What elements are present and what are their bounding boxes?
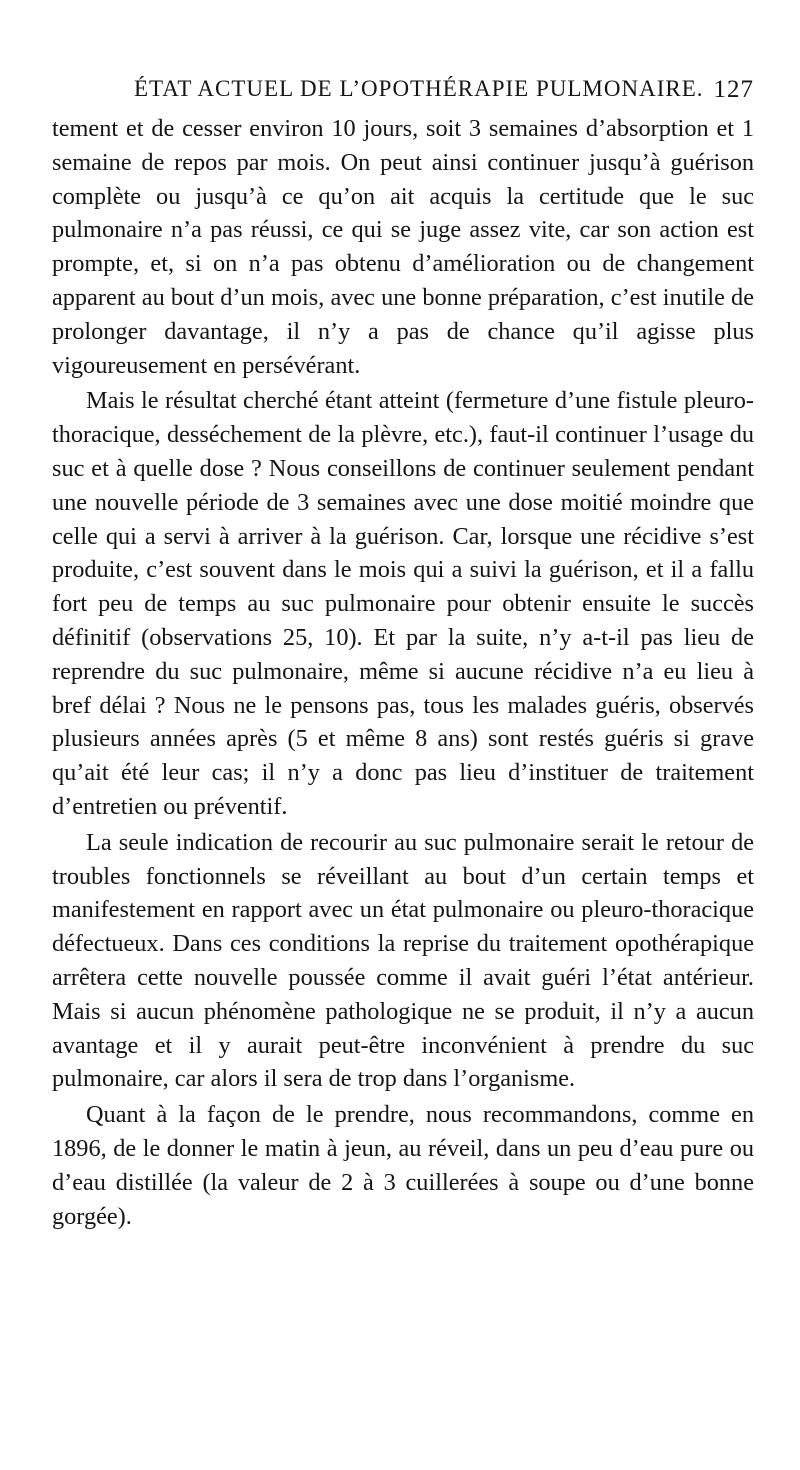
running-header	[52, 72, 754, 112]
paragraph-continuation: tement et de cesser environ 10 jours, soit 3 semaines d’absorption et 1 semaine de repos par mois. On peut ainsi continuer jusqu’à guérison complète ou jusqu’à ce qu’on ait acquis la certitude que le suc pulmonaire n’a pas réussi, ce qui se juge assez vite, car son action est prompte, et, si on n’a pas obtenu d’amélioration ou de changement apparent au bout d’un mois, avec une bonne préparation, c’est inutile de prolonger davantage, il n’y a pas de chance qu’il agisse plus vigoureusement en persévérant.	[52, 115, 754, 379]
running-title: ÉTAT ACTUEL DE L’OPOTHÉRAPIE PULMONAIRE.	[134, 76, 704, 101]
paragraph-result: Mais le résultat cherché étant atteint (fermeture d’une fistule pleuro-thoracique, desséchement de la plèvre, etc.), faut-il continuer l’usage du suc et à quelle dose ? Nous conseillons de continuer seulement pendant une nouvelle période de 3 semaines avec une dose moitié moindre que celle qui a servi à arriver à la guérison. Car, lorsque une récidive s’est produite, c’est souvent dans le mois qui a suivi la guérison, et il a fallu fort peu de temps au suc pulmonaire pour obtenir ensuite le succès définitif (observations 25, 10). Et par la suite, n’y a-t-il pas lieu de reprendre du suc pulmonaire, même si aucune récidive n’a eu lieu à bref délai ? Nous ne le pensons pas, tous les malades guéris, observés plusieurs années après (5 et même 8 ans) sont restés guéris si grave qu’ait été leur cas; il n’y a donc pas lieu d’instituer de traitement d’entretien ou préventif.	[52, 387, 754, 820]
paragraph-indication: La seule indication de recourir au suc pulmonaire serait le retour de troubles fonctionnels se réveillant au bout d’un certain temps et manifestement en rapport avec un état pulmonaire ou pleuro-thoracique défectueux. Dans ces conditions la reprise du traitement opothérapique arrêtera cette nouvelle poussée comme il avait guéri l’état antérieur. Mais si aucun phénomène pathologique ne se produit, il n’y a aucun avantage et il y aurait peut-être inconvénient à prendre du suc pulmonaire, car alors il sera de trop dans l’organisme.	[52, 828, 754, 1093]
body-text	[52, 112, 754, 1233]
page-number: 127	[713, 76, 754, 103]
paragraph-administration: Quant à la façon de le prendre, nous recommandons, comme en 1896, de le donner le matin à jeun, au réveil, dans un peu d’eau pure ou d’eau distillée (la valeur de 2 à 3 cuillerées à soupe ou d’une bonne gorgée).	[52, 1101, 754, 1230]
